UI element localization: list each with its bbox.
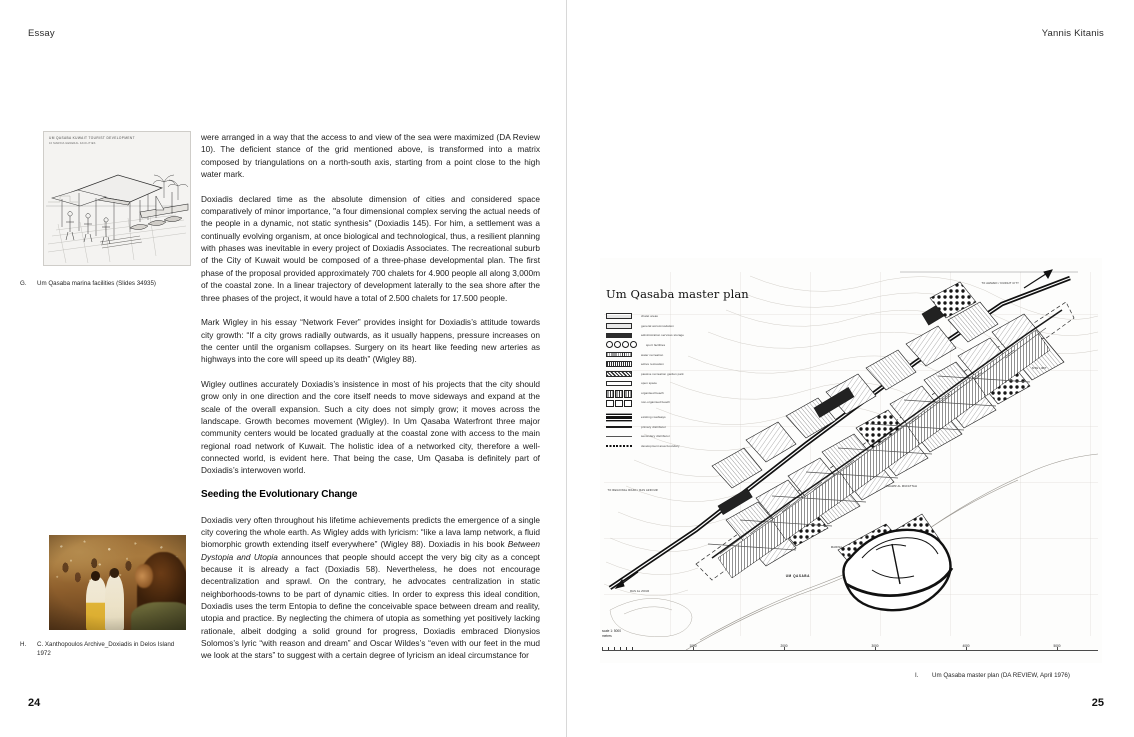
scale-tick-label: 2000 [780,643,788,648]
legend-swatch-chalet-areas [606,313,632,319]
figure-g-caption-text: Um Qasaba marina facilities (Slides 34935) [37,280,156,287]
body-paragraph-4: Wigley outlines accurately Doxiadis’s insistence in most of his projects that the city should grow only in one direction and the core itself needs to move sideways and expand at the scale of the overall expansion. Such a city does not simply grow; it moves across the landscape. Growth becomes movement (Wigley). In Um Qasaba Waterfront three major community centers would be located gradually at the coastal zone with access to the main regional road network of Kuwait. The holistic idea of a networked city, therefore a well-connected world, is evident here. That being the case, Um Qasaba is definitely part of Doxiadis’s interwoven world. [201,379,540,476]
legend-item [606,341,732,349]
legend-swatch-organised-beach [606,390,632,396]
running-head-right: Yannis Kitanis [1041,28,1104,39]
map-label-khawr-al-mufattah: KHAWR AL MUFATTAH [886,484,918,488]
figure-h-caption [20,640,186,658]
legend-label: non-organised beach [641,400,671,405]
legend-label: secondary distributor [641,434,670,439]
legend-swatch-water-recreation [606,352,632,358]
scale-rule [602,650,1098,651]
plan-legend [606,312,732,451]
scale-ratio: scale 1: 5000 [602,629,621,633]
body-paragraph-2: Doxiadis declared time as the absolute dimension of cities and considered space comparatively of minor importance, "a four dimensional complex serving the actual needs of the people in a dynamic, not static synthesis" (Doxiadis 145). For him, a settlement was a continually evolving organism, at once biological and technological, thus, a resilient planning with phases was inevitable in every project of Doxiadis Associates. The recreational suburb of the City of Kuwait would be composed of a three-phase developmental plan. The first phase of the proposal provided approximately 700 chalets for 4.900 people all along 3,000m of the coastal zone. In a linear trajectory of development laterally to the sea shore after the three phases of the project, it would have a total of 2.500 chalets for 17.500 people. [201,193,540,303]
legend-item [606,331,732,339]
page-number-left: 24 [28,697,41,709]
delos-photograph [49,535,186,630]
legend-swatch-development-boundary [606,443,632,449]
body-text-column [201,131,540,662]
marina-facilities-sketch [43,131,191,266]
scale-tick [602,647,603,651]
scale-tick [1057,647,1058,651]
section-heading: Seeding the Evolutionary Change [201,489,358,501]
legend-item [606,360,732,368]
scale-tick [875,647,876,651]
legend-item [606,432,732,440]
legend-label: sport facilities [646,342,666,347]
legend-swatch-active-recreation [606,361,632,367]
legend-swatch-administration [606,333,632,339]
legend-label: administration services storage [641,333,684,338]
plate-title: Um Qasaba master plan [606,287,749,301]
legend-swatch-existing-roadways [606,414,632,420]
map-label-site-limit: SITE LIMIT [1031,367,1047,371]
legend-swatch-passive-recreation [606,371,632,377]
legend-label: primary distributor [641,424,667,429]
figure-i-caption [915,671,1090,680]
sketch-header-line1: UM QASABA KUWAIT TOURIST DEVELOPMENT [49,136,135,140]
scale-tick-label: 3000 [871,643,879,648]
figure-i-label: I. [915,672,919,679]
legend-swatch-primary-distributor [606,424,632,430]
scale-units: metres [602,633,612,638]
sketch-linework [44,132,190,265]
legend-item [606,442,732,450]
running-head-left: Essay [28,28,55,39]
legend-swatch-general-accommodation [606,323,632,329]
map-label-to-ahmadi: TO AHMADI / KUWAIT CITY [981,282,1020,286]
legend-label: existing roadways [641,415,666,420]
figure-i-caption-text: Um Qasaba master plan (DA REVIEW, April 1976) [932,672,1070,679]
scale-tick-label: 1000 [689,643,697,648]
legend-item [606,389,732,397]
legend-label: active recreation [641,362,664,367]
legend-label: development area boundary [641,443,680,448]
figure-h [20,535,186,658]
legend-swatch-secondary-distributor [606,433,632,439]
legend-label: open space [641,381,657,386]
figure-g-caption [20,279,189,288]
legend-label: chalet areas [641,314,658,319]
sketch-header-line2: 10 MARINA GENERAL FACILITIES [49,142,96,145]
map-label-um-qasaba: UM QASABA [785,573,810,578]
legend-item [606,398,732,406]
figure-h-caption-text: C. Xanthopoulos Archive_Doxiadis in Delos Island 1972 [37,641,175,657]
plan-scale-bar [602,629,1098,655]
body-paragraph-1: were arranged in a way that the access to and view of the sea were maximized (DA Review 10). The deficient stance of the grid mentioned above, is transformed into a matrix composed by triangulations on a north-south axis, starting from a point close to the high water mark. [201,132,540,180]
legend-label: general accommodation [641,323,674,328]
section-paragraph-part2: announces that people should accept the very big city as a concept because it is already a fact (Doxiadis 58). Nevertheless, he does not encourage decentralization and sprawl. On the contrary, he advocates centralization in static neighborhoods-towns to be part of dynamic cities. In order to express this ideal condition, Doxiadis uses the term Entopia to define the conceivable space between dream and reality, utopia and practice. By neglecting the chimera of utopia as something yet positively lacking rationale, albeit dodging a solid ground for progress, Doxiadis embraced Dionysios Solomos’s lyric “with reason and dream” and Oscar Wildes’s “even with our feet in the mud we look at the stars” to suggest with a certain degree of lyricism an ideal circumstance for [201,551,540,661]
legend-label: organised beach [641,390,664,395]
master-plan-drawing [600,258,1102,663]
right-page [567,0,1134,737]
section-paragraph [201,514,540,662]
master-plan-plate [600,258,1102,663]
legend-label: water recreation [641,352,664,357]
legend-item [606,312,732,320]
scale-caption [602,629,621,638]
photo-vignette [49,535,186,630]
figure-g-label: G. [20,280,27,287]
legend-swatch-sport-facilities [606,342,637,348]
map-label-ras-al-zour: RAS AL ZOUR [630,590,650,594]
figure-g [20,131,189,288]
scale-tick-label: 4000 [962,643,970,648]
page-number-right: 25 [1091,697,1104,709]
legend-label: passive recreation garden park [641,371,684,376]
scale-tick [784,647,785,651]
map-label-marina: MARINA [830,545,843,549]
map-label-to-regional-road: TO REGIONAL ROAD / RAS AZZOUR [607,488,658,492]
scale-tick [966,647,967,651]
legend-item [606,322,732,330]
legend-item [606,370,732,378]
body-paragraph-3: Mark Wigley in his essay “Network Fever” provides insight for Doxiadis’s attitude towards city growth: “If a city grows radially outwards, as it usually happens, pressure increases on the center until the organism collapses. Surgery on its heart like feeding new arteries as highways into the core will speed up its death” (Wigley 88). [201,317,540,365]
legend-item [606,413,732,421]
scale-tick-label: 5000 [1053,643,1061,648]
scale-tick [693,647,694,651]
legend-item [606,350,732,358]
legend-item [606,423,732,431]
figure-h-label: H. [20,641,27,648]
section-paragraph-part1: Doxiadis very often throughout his lifetime achievements predicts the emergence of a single city covering the whole earth. As Wigley adds with lyricism: “like a lava lamp network, a fluid biomorphic growth extending itself everywhere” (Wigley 88). Doxiadis in his book [201,514,540,550]
legend-swatch-non-organised-beach [606,400,632,406]
legend-swatch-open-space [606,381,632,387]
book-title-italic: Between Dystopia and Utopia [201,539,540,562]
legend-item [606,379,732,387]
